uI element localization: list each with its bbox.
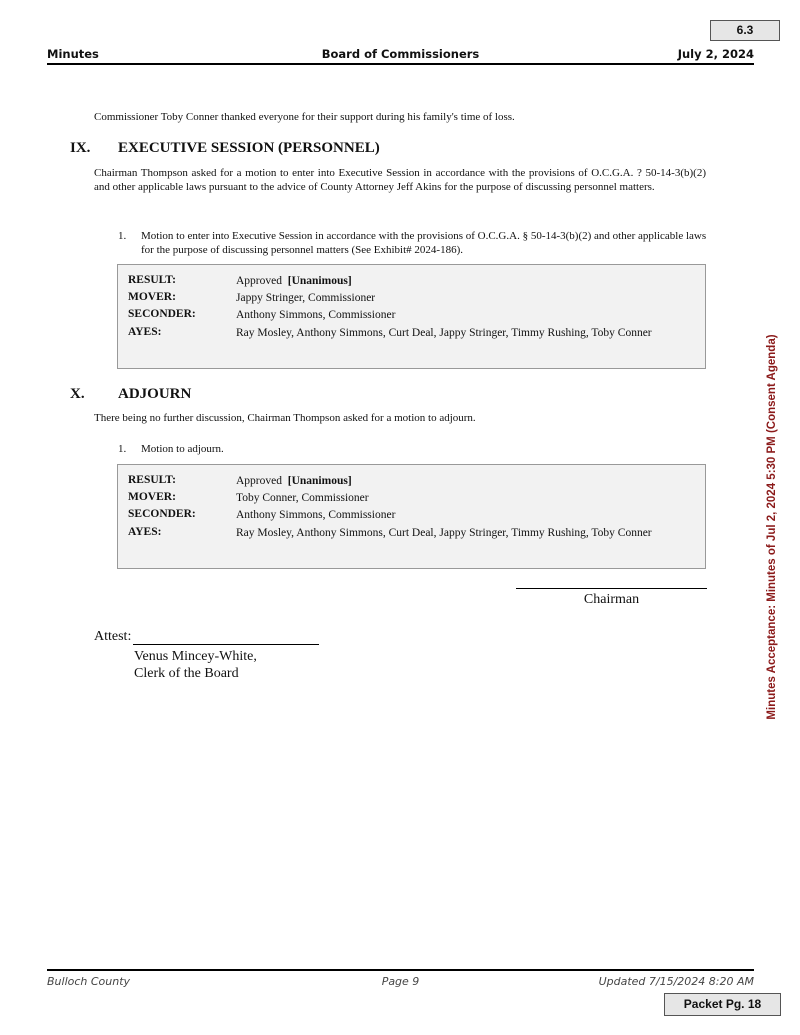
mover-value: Toby Conner, Commissioner <box>236 492 369 504</box>
footer-county: Bulloch County <box>47 975 131 988</box>
motion-item <box>118 230 708 258</box>
header-divider <box>47 63 754 65</box>
footer-updated: Updated 7/15/2024 8:20 AM <box>598 975 754 988</box>
chairman-label: Chairman <box>583 592 640 607</box>
ayes-value: Ray Mosley, Anthony Simmons, Curt Deal, Jappy Stringer, Timmy Rushing, Toby Conner <box>236 327 652 339</box>
mover-value: Jappy Stringer, Commissioner <box>236 292 376 304</box>
seconder-value: Anthony Simmons, Commissioner <box>236 509 396 521</box>
clerk-title: Clerk of the Board <box>134 666 239 681</box>
agenda-item-badge: 6.3 <box>710 20 780 41</box>
section-number: X. <box>70 386 85 402</box>
result-label: RESULT: <box>128 274 176 286</box>
section-title: ADJOURN <box>118 386 192 402</box>
result-value: Approved <box>236 275 282 287</box>
result-note: [Unanimous] <box>287 475 352 487</box>
page-footer <box>47 975 754 989</box>
seconder-label: SECONDER: <box>128 308 196 320</box>
ayes-label: AYES: <box>128 326 162 338</box>
mover-label: MOVER: <box>128 491 176 503</box>
motion-number: 1. <box>118 230 127 242</box>
result-value: Approved <box>236 475 282 487</box>
ayes-label: AYES: <box>128 526 162 538</box>
attest-signature-line <box>133 644 319 645</box>
section-ix-body: Chairman Thompson asked for a motion to enter into Executive Session in accordance with the provisions of O.C.G.A. ? 50-14-3(b)(2) and other applicable laws pursuant to the advice of County Attorney Jeff Akins for the purpose of discussing personnel matters. <box>94 167 706 193</box>
vote-result-box <box>117 264 706 369</box>
motion-item <box>118 443 708 457</box>
motion-number: 1. <box>118 443 127 455</box>
section-x-body: There being no further discussion, Chairman Thompson asked for a motion to adjourn. <box>94 412 476 424</box>
section-title: EXECUTIVE SESSION (PERSONNEL) <box>118 140 380 156</box>
section-number: IX. <box>70 140 91 156</box>
attest-label: Attest: <box>94 629 132 644</box>
seconder-label: SECONDER: <box>128 508 196 520</box>
header-left: Minutes <box>47 47 99 61</box>
footer-page-number: Page 9 <box>381 975 420 988</box>
mover-label: MOVER: <box>128 291 176 303</box>
chairman-signature-line <box>516 588 707 589</box>
header-right: July 2, 2024 <box>677 47 754 61</box>
clerk-name: Venus Mincey-White, <box>134 649 257 664</box>
motion-text: Motion to adjourn. <box>141 443 224 455</box>
result-note: [Unanimous] <box>287 275 352 287</box>
section-heading-x <box>70 386 191 403</box>
intro-paragraph: Commissioner Toby Conner thanked everyone for their support during his family's time of loss. <box>94 111 515 123</box>
section-heading-ix <box>70 140 380 157</box>
side-note-text: Minutes Acceptance: Minutes of Jul 2, 2024 5:30 PM (Consent Agenda) <box>766 334 778 720</box>
motion-text: Motion to enter into Executive Session in accordance with the provisions of O.C.G.A. § 50-14-3(b)(2) and other applicable laws for the purpose of discussing personnel matters (See Exhibit# 2024-186). <box>141 230 707 256</box>
vote-result-box <box>117 464 706 569</box>
page-header <box>47 47 754 63</box>
header-center: Board of Commissioners <box>321 47 480 61</box>
packet-page-badge: Packet Pg. 18 <box>664 993 781 1016</box>
ayes-value: Ray Mosley, Anthony Simmons, Curt Deal, Jappy Stringer, Timmy Rushing, Toby Conner <box>236 527 652 539</box>
seconder-value: Anthony Simmons, Commissioner <box>236 309 396 321</box>
footer-divider <box>47 969 754 971</box>
result-label: RESULT: <box>128 474 176 486</box>
